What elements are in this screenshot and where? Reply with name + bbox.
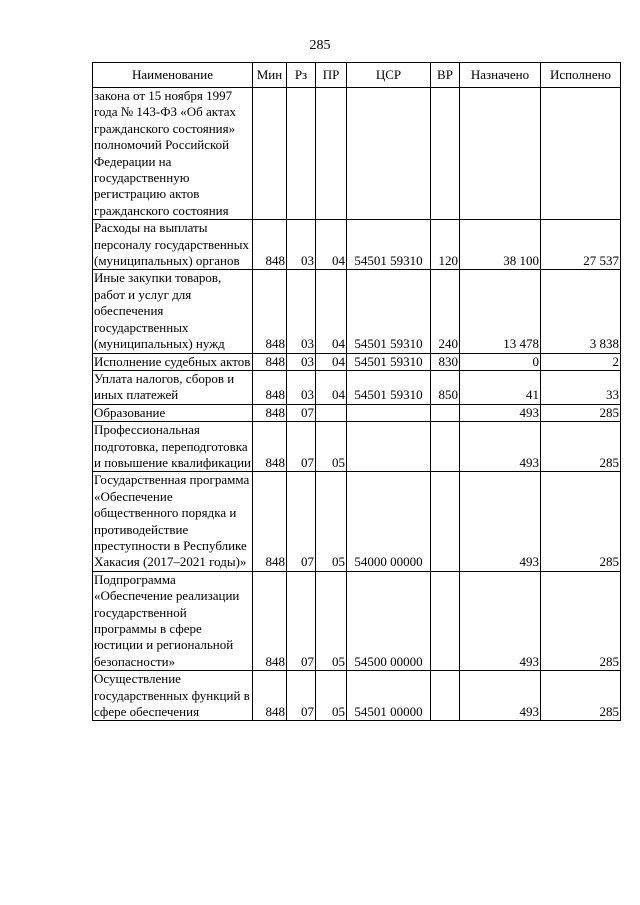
cell-executed: 33 (541, 370, 621, 404)
cell-assigned: 493 (460, 671, 541, 721)
budget-table (92, 62, 621, 721)
cell-min: 848 (253, 270, 287, 353)
cell-vr (431, 571, 460, 670)
cell-rz: 07 (287, 571, 316, 670)
cell-vr (431, 88, 460, 220)
cell-pr (316, 88, 347, 220)
cell-csr: 54501 59310 (347, 270, 431, 353)
cell-csr (347, 422, 431, 472)
cell-name: Осуществление государственных функций в сфере обеспечения (93, 671, 253, 721)
cell-name: Государственная программа «Обеспечение общественного порядка и противодействие преступности в Республике Хакасия (2017–2021 годы)» (93, 472, 253, 571)
cell-executed: 2 (541, 353, 621, 370)
header-csr: ЦСР (347, 63, 431, 88)
cell-vr: 850 (431, 370, 460, 404)
cell-csr: 54501 59310 (347, 353, 431, 370)
cell-rz: 03 (287, 220, 316, 270)
table-row (93, 422, 621, 472)
cell-executed: 285 (541, 571, 621, 670)
table-row (93, 220, 621, 270)
cell-name: Иные закупки товаров, работ и услуг для обеспечения государственных (муниципальных) нужд (93, 270, 253, 353)
cell-pr: 04 (316, 270, 347, 353)
cell-vr: 240 (431, 270, 460, 353)
cell-executed: 285 (541, 472, 621, 571)
header-name: Наименование (93, 63, 253, 88)
cell-assigned (460, 88, 541, 220)
cell-assigned: 493 (460, 404, 541, 421)
cell-pr: 05 (316, 671, 347, 721)
cell-min: 848 (253, 422, 287, 472)
cell-min: 848 (253, 370, 287, 404)
cell-csr: 54501 59310 (347, 370, 431, 404)
cell-csr: 54500 00000 (347, 571, 431, 670)
cell-min (253, 88, 287, 220)
cell-rz (287, 88, 316, 220)
table-row (93, 353, 621, 370)
cell-vr: 830 (431, 353, 460, 370)
cell-executed: 285 (541, 671, 621, 721)
cell-assigned: 493 (460, 422, 541, 472)
cell-rz: 07 (287, 472, 316, 571)
cell-name: Подпрограмма «Обеспечение реализации государственной программы в сфере юстиции и региональной безопасности» (93, 571, 253, 670)
cell-rz: 07 (287, 404, 316, 421)
cell-min: 848 (253, 671, 287, 721)
cell-csr: 54501 00000 (347, 671, 431, 721)
cell-rz: 03 (287, 370, 316, 404)
cell-csr: 54501 59310 (347, 220, 431, 270)
cell-rz: 03 (287, 270, 316, 353)
cell-rz: 03 (287, 353, 316, 370)
cell-name: Исполнение судебных актов (93, 353, 253, 370)
cell-executed: 285 (541, 422, 621, 472)
cell-rz: 07 (287, 422, 316, 472)
table-row (93, 88, 621, 220)
cell-name: Профессиональная подготовка, переподготовка и повышение квалификации (94, 422, 252, 470)
cell-csr (347, 404, 431, 421)
cell-assigned: 0 (460, 353, 541, 370)
cell-name: Уплата налогов, сборов и иных платежей (93, 370, 253, 404)
table-row (93, 571, 621, 670)
cell-pr (316, 404, 347, 421)
cell-pr: 05 (316, 422, 347, 472)
cell-assigned: 493 (460, 472, 541, 571)
cell-pr: 04 (316, 220, 347, 270)
table-row (93, 270, 621, 353)
cell-executed (541, 88, 621, 220)
table-row (93, 472, 621, 571)
header-row (93, 63, 621, 88)
cell-csr: 54000 00000 (347, 472, 431, 571)
cell-rz: 07 (287, 671, 316, 721)
header-assigned: Назначено (460, 63, 541, 88)
cell-assigned: 13 478 (460, 270, 541, 353)
header-rz: Рз (287, 63, 316, 88)
cell-vr: 120 (431, 220, 460, 270)
cell-name: закона от 15 ноября 1997 года № 143-ФЗ «Об актах гражданского состояния» полномочий Российской Федерации на государственную регистрацию актов гражданского состояния (93, 88, 253, 220)
cell-pr: 05 (316, 571, 347, 670)
header-executed: Исполнено (541, 63, 621, 88)
table-row (93, 671, 621, 721)
cell-executed: 27 537 (541, 220, 621, 270)
cell-vr (431, 422, 460, 472)
cell-vr (431, 404, 460, 421)
cell-executed: 285 (541, 404, 621, 421)
cell-assigned: 493 (460, 571, 541, 670)
cell-min: 848 (253, 472, 287, 571)
cell-name: Образование (93, 404, 253, 421)
cell-assigned: 38 100 (460, 220, 541, 270)
cell-min: 848 (253, 571, 287, 670)
table-row (93, 370, 621, 404)
page-number: 285 (309, 38, 331, 53)
cell-min: 848 (253, 404, 287, 421)
cell-csr (347, 88, 431, 220)
cell-min: 848 (253, 353, 287, 370)
cell-assigned: 41 (460, 370, 541, 404)
cell-vr (431, 671, 460, 721)
cell-pr: 04 (316, 353, 347, 370)
cell-min: 848 (253, 220, 287, 270)
header-pr: ПР (316, 63, 347, 88)
table-row (93, 404, 621, 421)
header-min: Мин (253, 63, 287, 88)
cell-pr: 05 (316, 472, 347, 571)
header-vr: ВР (431, 63, 460, 88)
cell-pr: 04 (316, 370, 347, 404)
cell-name: Расходы на выплаты персоналу государственных (муниципальных) органов (93, 220, 253, 270)
cell-executed: 3 838 (541, 270, 621, 353)
cell-vr (431, 472, 460, 571)
